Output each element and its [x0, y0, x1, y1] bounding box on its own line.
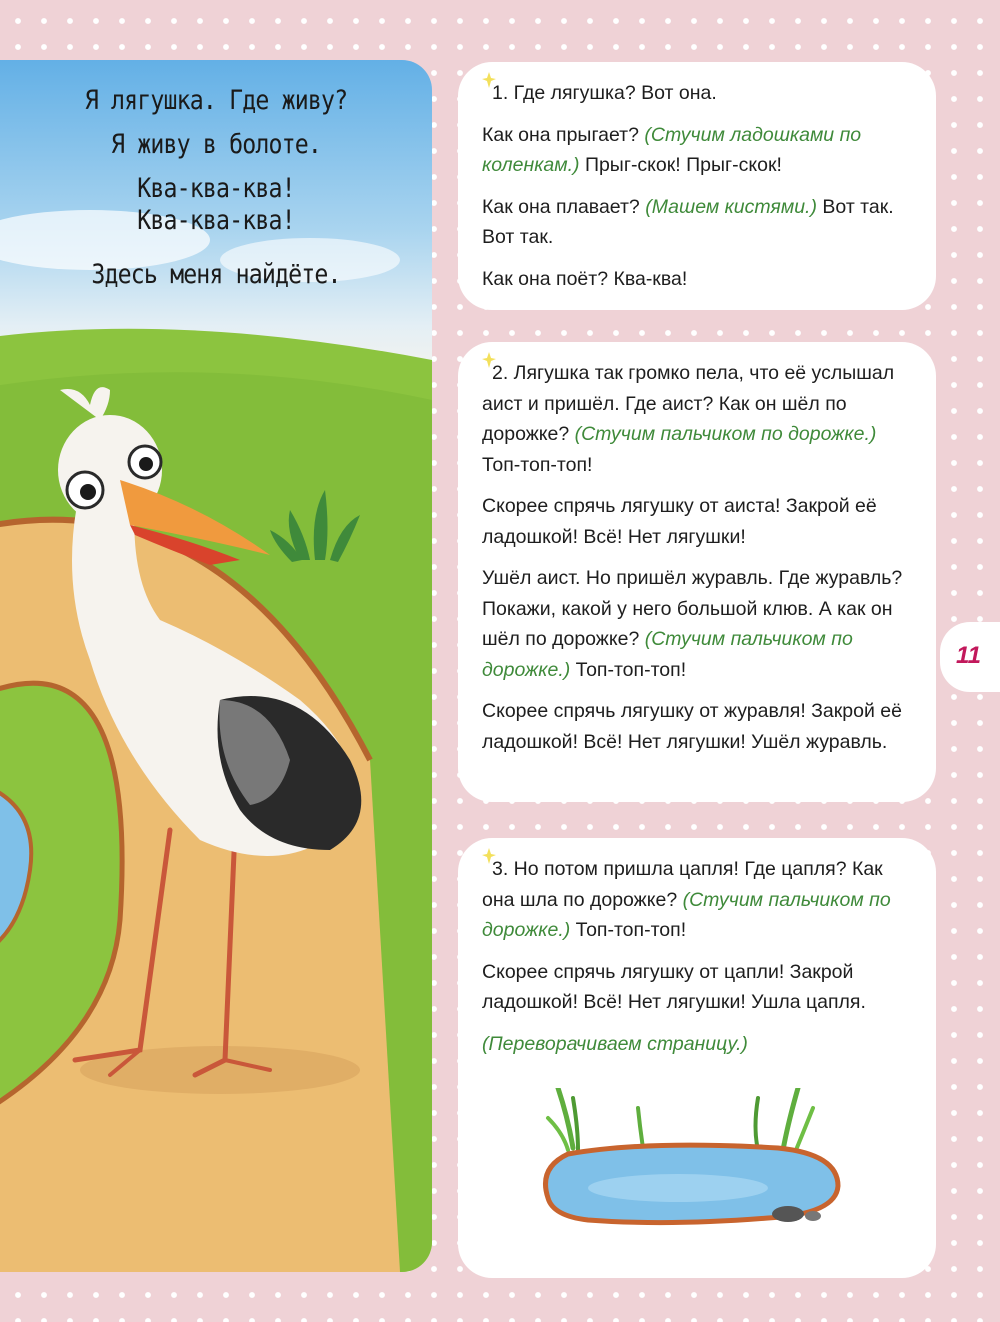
paragraph: 3. Но потом пришла цапля! Где цапля? Как она шла по дорожке? (Стучим пальчиком по дорожке.) Топ-топ-топ!: [482, 854, 914, 946]
page-number: 11: [956, 642, 981, 669]
poem-line: Я живу в болоте.: [111, 129, 321, 160]
paragraph: Скорее спрячь лягушку от аиста! Закрой её ладошкой! Всё! Нет лягушки!: [482, 495, 877, 548]
illustration-panel: [0, 60, 432, 1272]
hint-text: (Стучим ладошками по коленкам.): [482, 123, 862, 176]
instruction-card-2: [458, 342, 936, 802]
poem-line: Ква-ква-ква!: [137, 173, 295, 204]
poem-line: Я лягушка. Где живу?: [84, 85, 348, 116]
pond-illustration: [528, 1088, 858, 1228]
paragraph: Скорее спрячь лягушку от цапли! Закрой ладошкой! Всё! Нет лягушки! Ушла цапля.: [482, 960, 866, 1013]
paragraph: 2. Лягушка так громко пела, что её услышал аист и пришёл. Где аист? Как он шёл по дорожке? (Стучим пальчиком по дорожке.) Топ-топ-топ!: [482, 358, 914, 480]
paragraph: Скорее спрячь лягушку от журавля! Закрой её ладошкой! Всё! Нет лягушки! Ушёл журавль.: [482, 700, 903, 753]
poem-line: Здесь меня найдёте.: [91, 259, 341, 290]
paragraph: Как она прыгает? (Стучим ладошками по коленкам.) Прыг-скок! Прыг-скок!: [482, 123, 862, 176]
hint-text: (Машем кистями.): [645, 195, 817, 218]
poem-line: Ква-ква-ква!: [137, 205, 295, 236]
hint-text: (Стучим пальчиком по дорожке.): [574, 423, 877, 445]
paragraph: 1. Где лягушка? Вот она.: [482, 78, 914, 109]
poem: [30, 85, 402, 291]
page-number-tab: [940, 622, 1000, 692]
instruction-card-1: [458, 62, 936, 310]
paragraph: Ушёл аист. Но пришёл журавль. Где журавль? Покажи, какой у него большой клюв. А как он шёл по дорожке? (Стучим пальчиком по дорожке.) Топ-топ-топ!: [482, 567, 903, 681]
hint-text: (Стучим пальчиком по дорожке.): [482, 628, 853, 681]
instruction-card-3: [458, 838, 936, 1278]
paragraph: [482, 1029, 914, 1060]
paragraph: Как она плавает? (Машем кистями.) Вот так. Вот так.: [482, 195, 894, 248]
hint-text: (Стучим пальчиком по дорожке.): [482, 888, 891, 941]
paragraph: Как она поёт? Ква-ква!: [482, 267, 688, 290]
hint-text: (Переворачиваем страницу.): [482, 1032, 748, 1055]
